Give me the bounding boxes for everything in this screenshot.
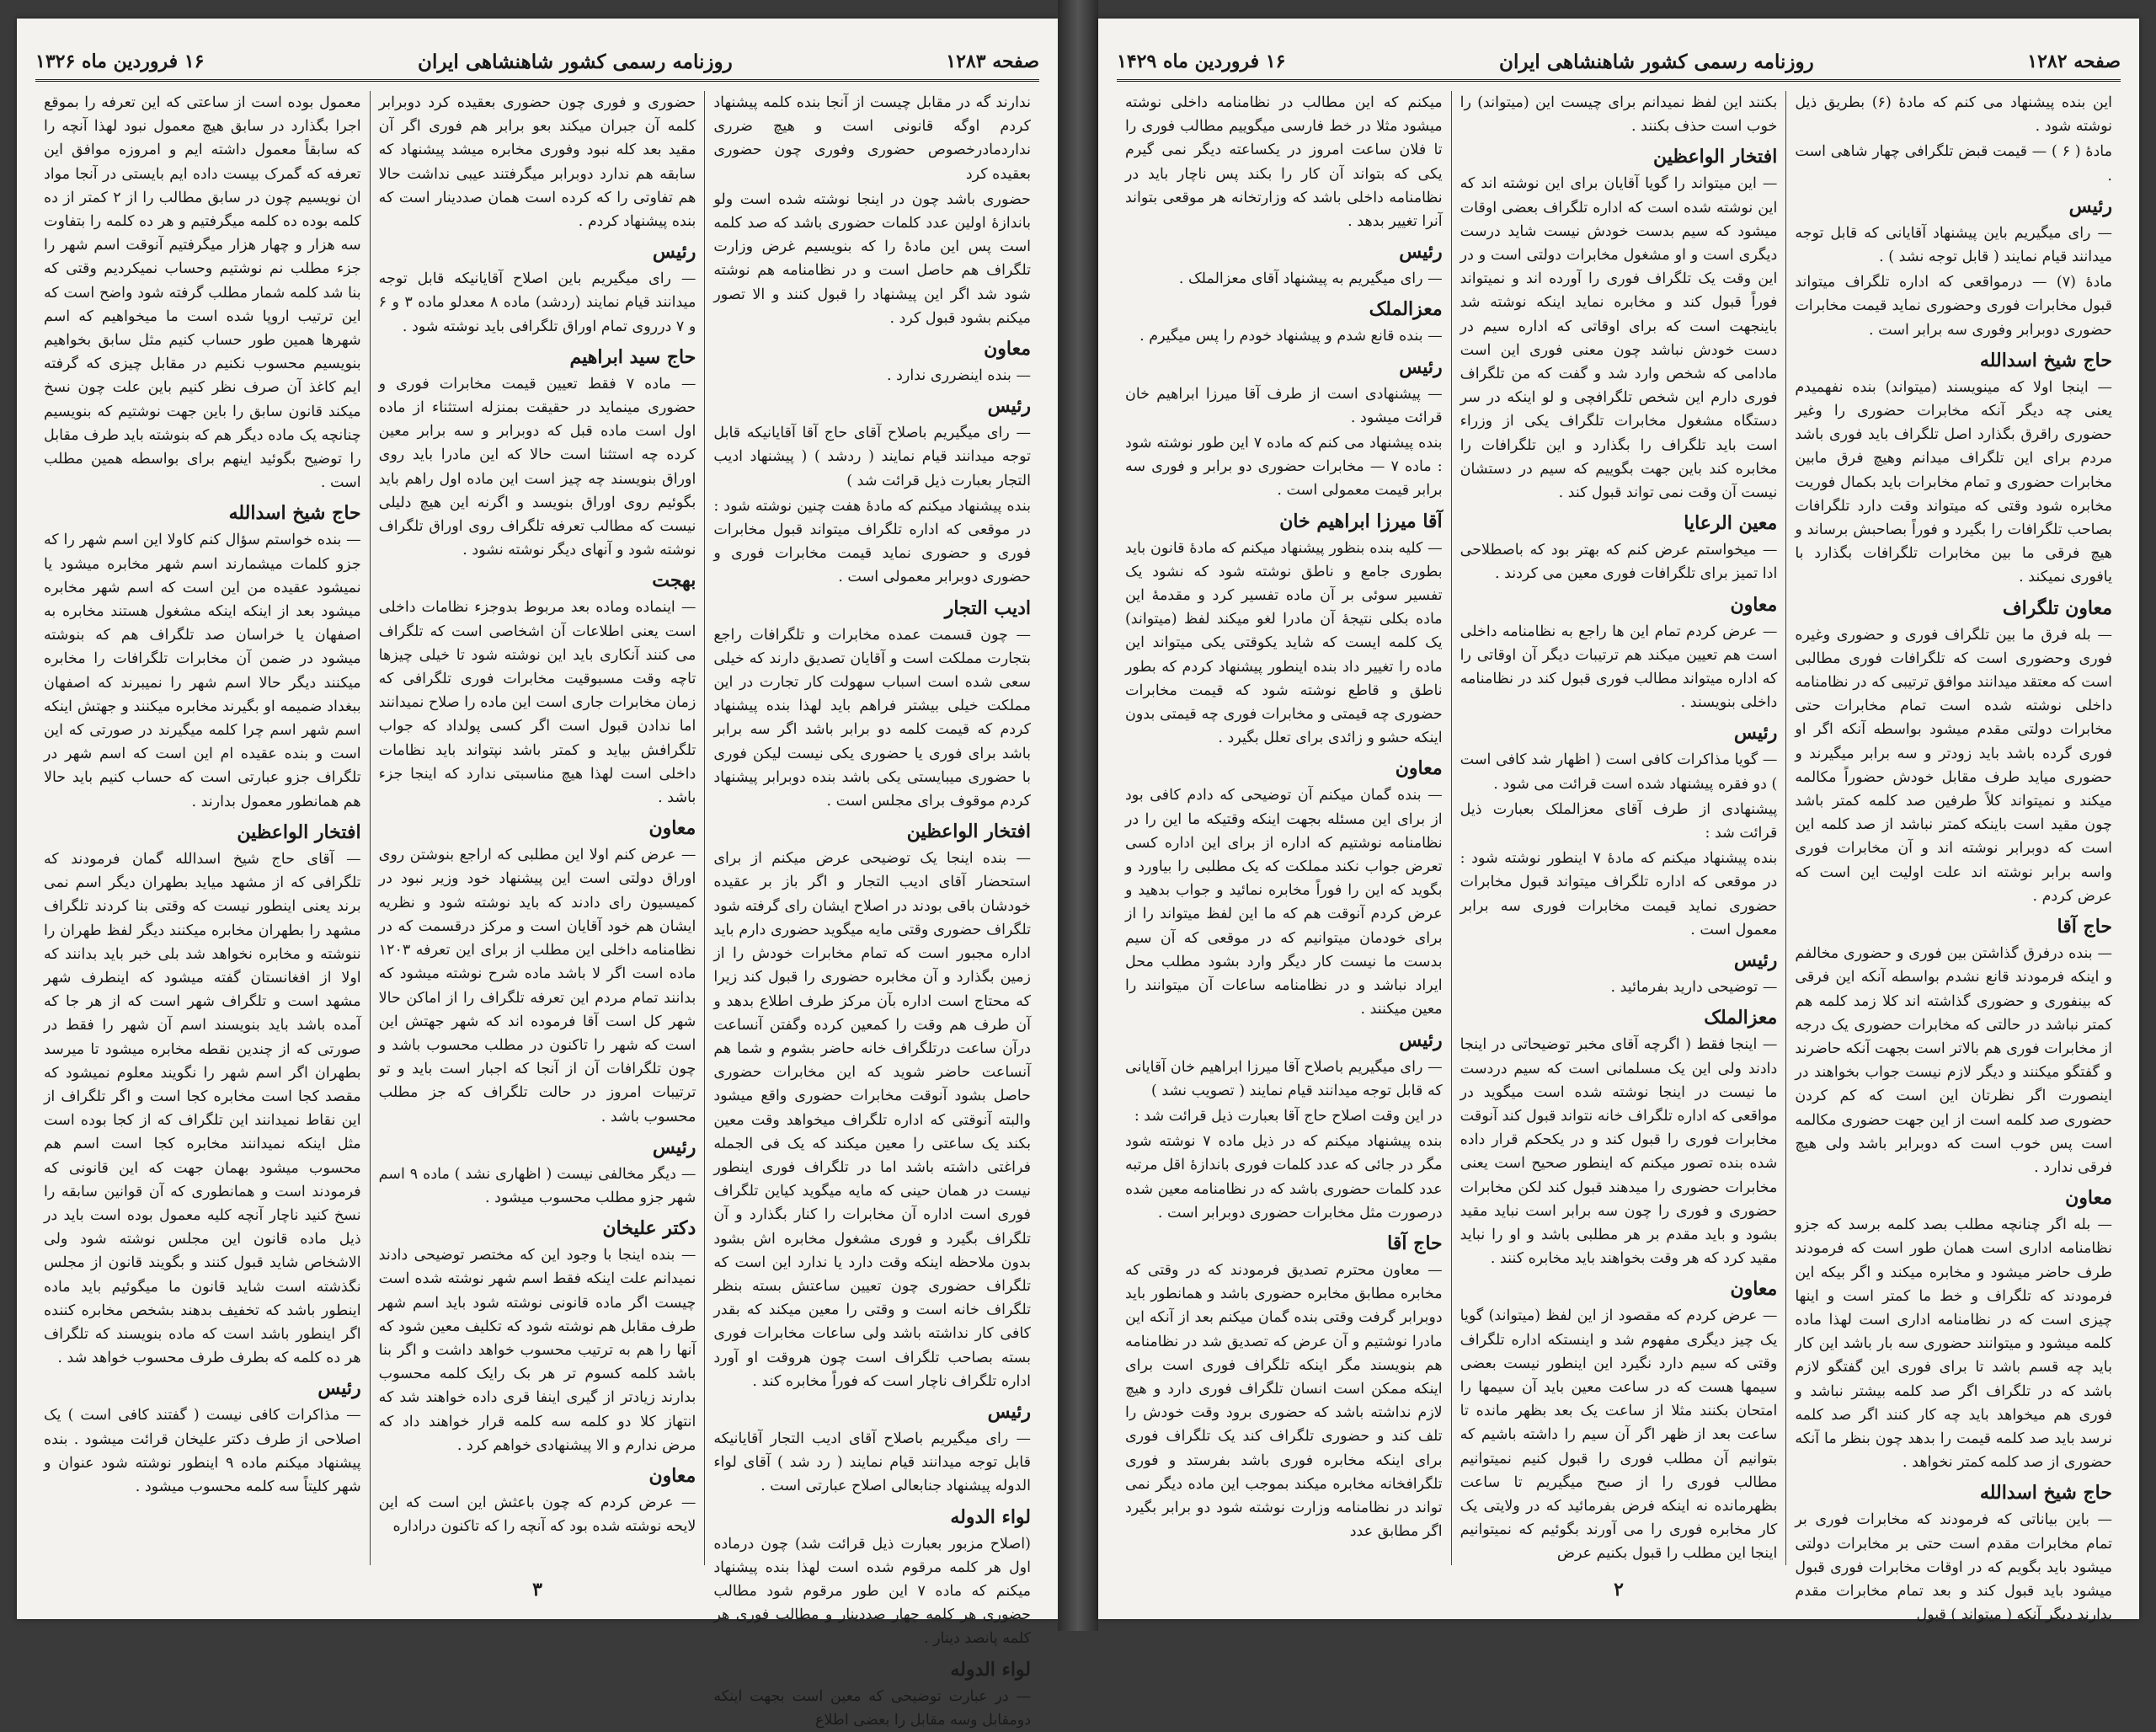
paragraph: — بنده اینضرری ندارد . [887, 367, 1031, 385]
speaker-name: حاج سید ابراهیم [569, 345, 696, 368]
speaker-name: رئیس [2068, 195, 2112, 217]
paragraph: — اینماده وماده بعد مربوط بدوجزء نظامات داخلی است یعنی اطلاعات آن اشخاصی است که تلگراف می کنند آنکاری باید این نوشته شود تا خیلی چیزها تاچه وقت مسبوقیت مخابرات فوری تلگرافی که زمان مخابرات جاری است این ماده را صلاح نمیدانند اما ندادن قبول است اگر کسی پولداد که جواب تلگرافش بیاید و کمتر باشد نپتواند باید نظامات داخلی است لهذا هیچ مناسبتی ندارد که اینجا جزء باشد . [378, 599, 696, 807]
text-column [704, 91, 1039, 1729]
right-masthead [1117, 44, 2121, 82]
paragraph: — رای میگیریم باین اصلاح آقایانیکه قابل توجه میدانند قیام نمایند (ردشد) ماده ۸ معدلو ماده ۳ و ۶ و ۷ درروی تمام اوراق تلگرافی باید نوشته شود . [378, 270, 696, 335]
speaker-name: آقا میرزا ابراهیم خان [1279, 510, 1443, 532]
speaker-name: رئیس [1399, 241, 1443, 264]
speaker-name: معاون [2065, 1187, 2112, 1210]
paragraph: — ماده ۷ فقط تعیین قیمت مخابرات فوری و حضوری مینماید در حقیقت بمنزله استثناء از ماده اول است ماده قبل که دوبرابر و سه برابر معین کرده چه استثنا است حالا که این مادرا باید روی اوراق بنویسند چه چیز است این ماده اول راهم باید بگوئیم روی اوراق بنویسد و اگرنه این هیچ دلیلی نیست که مطالب تعرفه تلگراف روی اوراق تلگراف نوشته شود و آنهای دیگر نوشته نشود . [378, 375, 696, 559]
paragraph: مادهٔ ( ۶ ) — قیمت قبض تلگرافی چهار شاهی است . [1795, 143, 2112, 184]
paragraph: — اینجا اولا که مینویسند (میتواند) بنده نفهمیدم یعنی چه دیگر آنکه مخابرات حضوری را وغیر حضوری راقرق بگذارد اصل تلگراف باید فوری باشد مردم برای این تلگراف میدانم وهیچ فرق مابین مخابرات حضوری و تمام مخابرات باید بکمال فوریت مخابره شود وقتی که میتواند وقت دارد تلگرافات بصاحب تلگرافات را بگیرد و فوراً بصاحبش برساند و هیچ فرقی ما بین مخابرات تلگرافات بگذارد با یافوری نمیکند . [1795, 378, 2112, 586]
speaker-name: افتخار الواعظین [906, 821, 1031, 843]
speaker-name: رئیس [652, 241, 696, 264]
speaker-name: رئیس [987, 395, 1031, 418]
paragraph: — آقای حاج شیخ اسدالله گمان فرمودند که تلگرافی که از مشهد میاید بطهران دیگر اسم نمی برند یعنی اینطور نیست که وقتی بنا کردند تلگراف مشهد را بطهران مخابره میکنند دیگر لفظ طهران را ننوشته و مخابره نخواهد شد بلی خبر باید بدانند که اولا از افغانستان گفته میشود که اینطرف شهر مشهد است و تلگراف شهر است که از هر جا که آمده باشد باید بنویسند اسم آن شهر را فقط در صورتی که از چندین نقطه مخابره میشود تا میرسد بطهران اگر اسم شهر را نگویند معلوم نمیشود که مقصد کجا است مخابره کجا است و اگر تلگراف از این نقاط نمیدانند این تلگراف که از کجا بوده است مثل اینکه نمیدانند مخابره کجا است اسم هم محسوب میشود بهمان جهت که این قانونی که فرمودند است و همانطوری که آن قوانین سابقه را نسخ کنید ناچار آنچه کلیه معمول بوده است باید در ذیل ماده قانون این مجلس نوشته شود ولی الاشخاص شاید قبول کنند و بگویند قانون از مجلس نگذشته است شاید قانون ما میگوئیم باید ماده اینطور باشد که تخفیف بدهند بشخص مخابره کننده اگر اینطور باشد است که ماده بنویسند که تلگراف هر ده کلمه که بطرف طرف محسوب خواهد شد . [43, 850, 361, 1367]
paragraph: — در عبارت توضیحی که معین است بجهت اینکه دومقابل وسه مقابل را بعضی اطلاع [713, 1687, 1031, 1729]
paragraph: — توضیحی دارید بفرمائید . [1610, 979, 1778, 997]
paragraph: بنده پیشنهاد میکنم که در ذیل ماده ۷ نوشته شود مگر در جائی که عدد کلمات فوری باندازهٔ اقل مرتبه عدد کلمات حضوری باشد که در نظامنامه معین شده درصورت مثل مخابرات حضوری دوبرابر است . [1124, 1133, 1443, 1221]
paragraph: میکنم که این مطالب در نظامنامه داخلی نوشته میشود مثلا در خط فارسی میگوییم مطالب فوری را تا فلان ساعت امروز در یکساعته دیگر نمی گیرم یکی که بتواند آن کار را بکند پس ناچار باید در نظامنامه داخلی باشد که وزارتخانه هر موقعی بتواند آنرا تغییر بدهد . [1124, 94, 1443, 231]
text-column [1785, 91, 2121, 1624]
text-column [1117, 91, 1451, 1565]
speaker-name: دکتر علیخان [602, 1217, 696, 1240]
left-page-number: ۳ [532, 1579, 542, 1601]
right-newspaper-title: روزنامه رسمی کشور شاهنشاهی ایران [1499, 50, 1814, 73]
paragraph: حضوری باشد چون در اینجا نوشته شده است ولو باندازهٔ اولین عدد کلمات حضوری باشد که صد کلمه است پس این مادهٔ را که بنویسیم غرض وزارت تلگراف هم حاصل است و در نظامنامه هم نوشته شود شد اگر این پیشنهاد را قبول کنند و الا تصور میکنم بشود قبول کرد . [713, 190, 1031, 327]
speaker-name: حاج شیخ اسدالله [1979, 1482, 2112, 1505]
right-page [1098, 19, 2139, 1624]
paragraph: — بنده قانع شدم و پیشنهاد خودم را پس میگیرم . [1139, 328, 1443, 345]
paragraph: — باین بیاناتی که فرمودند که مخابرات فوری بر تمام مخابرات مقدم است حتی بر مخابرات دولتی میشود باید بگویم که در اوقات مخابرات فوری قبول میشود باید قبول کند و بعد تمام مخابرات مقدم بدارند دیگر آنکه ( میتواند ) قبول [1795, 1511, 2112, 1624]
speaker-name: ادیب التجار [944, 596, 1031, 619]
paragraph: این بنده پیشنهاد می کنم که مادهٔ (۶) بطریق ذیل نوشته شود . [1795, 94, 2113, 136]
paragraph: — بله اگر چنانچه مطلب بصد کلمه برسد که جزو نظامنامه اداری است همان طور است که فرمودند طرف حاضر میشود و مخابره میکند و اگر بیکه این فرمودند که تلگراف و خط ما کمتر است و اینها چیزی است که در نظامنامه اداری است لهذا ماده کلمه میشود و میتوانند حضوری سه بار باشد این کار باید چه قسم باشد تا برای فوری این گفتگو لازم باشد که در تلگراف اگر صد کلمه بیشتر نباشد و فوری هم میخواهد باید چه کار کنند اگر صد کلمه نرسد باید صد کلمه قیمت را بدهد چون بنظر ما آنکه حضوری از صد کلمه کمتر نخواهد . [1795, 1216, 2112, 1472]
paragraph: — رای میگیریم باین پیشنهاد آقایانی که قابل توجه میدانند قیام نمایند ( قابل توجه نشد ) . [1795, 224, 2112, 266]
speaker-name: بهجت [652, 569, 696, 592]
paragraph: — بنده اینجا یک توضیحی عرض میکنم از برای استحضار آقای ادیب التجار و اگر باز بر عقیده خودشان باقی بودند در اصلاح ایشان رای گرفته شود تلگراف حضوری وقتی مایه میگوید حضوری دارم باید اداره مجبور است که تمام مخابرات خودش را از زمین بگذارد و آن مخابره حضوری را قبول کند زیرا که محتاج است اداره بآن مرکز طرف اطلاع بدهد و آن طرف هم وقت را کمعین کرده وگفتن آنساعت درآن ساعت درتلگراف خانه حاضر بشوم و شما هم آنساعت حاضر شوید که این مخابرات حضوری حاصل بشود آنوقت مخابرات حضوری واقع میشود والبته آنوقتی که اداره تلگراف میخواهد وقت معین بکند یک ساعتی را معین میکند که یک فی الجمله فراغتی داشته باشد اما در تلگراف فوری اینطور نیست در همان حینی که مایه میگوید کیاین تلگراف فوری است اداره آن مخابرات را کنار بگذارد و آن تلگراف بگیرد و فوری مشغول مخابره اش بشود بدون ملاحظه اینکه وقت دارد یا ندارد این است که تلگراف حضوری چون تعیین ساعتش بسته بنظر تلگراف خانه است و وقتی را معین میکند که بقدر کافی کار نداشته باشد ولی ساعات مخابرات فوری بسته بصاحب تلگراف است چون هروقت او آورد اداره تلگراف ناچار است که فوراً مخابره کند . [713, 850, 1031, 1390]
speaker-name: رئیس [1733, 722, 1778, 745]
paragraph: — میخواستم عرض کنم که بهتر بود که باصطلاحی ادا تمیز برای تلگرافات فوری معین می کردند . [1460, 542, 1778, 583]
speaker-name: افتخار الواعظین [1653, 146, 1778, 168]
paragraph: بکنند این لفظ نمیدانم برای چیست این (میتواند) را خوب است حذف بکنند . [1460, 94, 1778, 136]
paragraph: معمول بوده است از ساعتی که این تعرفه را بموقع اجرا بگذارد در سابق هیچ معمول نبود لهذا آنچه را که سابقاً معمول داشته ایم و امروزه موافق این تعرفه که گمرک بیست داده ایم بایستی در آنجا مواد ان نویسیم چون در سابق مطالب را از ۲ کمتر از ده کلمه بوده ده کلمه میگرفتیم و هر ده کلمه را بتفاوت سه هزار و چهار هزار میگرفتیم آنوقت اسم شهر را جزء مطلب نم نوشتیم وحساب نمیکردیم وقتی که بنا شد کلمه شمار مطلب گرفته شود واضح است که این ترتیب اروپا شده است ما میخواهیم که اسم شهرها همین طور حساب کنیم مثل سابق بخواهیم بنویسیم محسوب نکنیم در مقابل چیزی که گرفته ایم کاغذ آن صرف نظر کنیم باین علت چون نسخ میکند قانون سابق را باین جهت نوشتیم که بنویسیم چنانچه یک ماده دیگر هم که بنوشته باید طرف مقابل را توضیح بگوئید اینهم برای بواسطه همین مطلب است . [43, 94, 361, 492]
speaker-name: رئیس [1399, 355, 1443, 378]
speaker-name: حاج شیخ اسدالله [1979, 349, 2112, 372]
speaker-name: لواء الدوله [950, 1505, 1031, 1528]
text-column [370, 91, 705, 1565]
speaker-name: معاون [1395, 757, 1443, 780]
paragraph: — دیگر مخالفی نیست ( اظهاری نشد ) ماده ۹ اسم شهر جزو مطلب محسوب میشود . [378, 1165, 696, 1206]
paragraph: — رای میگیریم به پیشنهاد آقای معزالملک . [1178, 270, 1443, 288]
paragraph: — بنده اینجا با وجود این که مختصر توضیحی دادند نمیدانم علت اینکه فقط اسم شهر نوشته شده است چیست اگر ماده قانونی نوشته شود باید اسم شهر طرف مقابل هم نوشته شود که تکلیف معین شود که آنها را هم به ترتیب محسوب خواهد داشت و اگر بنا باشد کلمه کسوم تر هر بک رایک کلمه محسوب بدارند زیادتر از گیری اینفا قری داده خواهند شد که انتهاز کلا دو کلمه سه کلمه قرار خواهند داد که مرض ندارم و الا پیشنهادی خواهم کرد . [378, 1247, 696, 1454]
speaker-name: رئیس [318, 1377, 361, 1400]
speaker-name: حاج آقا [1387, 1232, 1443, 1254]
left-masthead [35, 44, 1039, 82]
paragraph: ندارند گه در مقابل چیست از آنجا بنده کلمه پیشنهاد کردم اوگه قانونی است و هیچ ضرری نداردمادرخصوص حضوری وفوری چون حضوری بعقیده کرد [713, 94, 1031, 183]
paragraph: — این میتواند را گویا آقایان برای این نوشته اند که این نوشته شده است که اداره تلگراف بعضی اوقات میشود که سیم بدست خودش نیست شاید درست دیگری است و او مشغول مخابرات دولتی است و در این وقت یک تلگراف فوری را آورده اند و نمیتواند فوراً قبول کند و مخابره نماید اینکه نوشته شد باینجهت است که برای اوقاتی که اداره سیم در دست خودش نباشد چون معنی فوری این است مادامی که شخص وارد شد و گفت که من تلگراف فوری دارم این شخص تلگرافچی و لو اینکه در سر دستگاه مشغول مخابرات تلگراف یکی از وزراء است باید تلگراف را بگذارد و این تلگرافات را مخابره کند باین جهت بگوییم که سیم در دستشان نیست آن وقت نمی تواند قبول کند . [1460, 175, 1778, 502]
right-page-label: صفحه ۱۲۸۲ [2027, 51, 2121, 72]
speaker-name: حاج آقا [2057, 916, 2112, 938]
paragraph: — معاون محترم تصدیق فرمودند که در وقتی که مخابره مطابق مخابره حضوری باشد و همانطور باید دوبرابر گرفت وقتی بنده گمان میکنم بعد از آنکه این مادرا نوشتیم و آن عرض که تصدیق شد در نظامنامه هم بنویسند مگر اینکه تلگراف فوری است برای اینکه ممکن است انسان تلگراف فوری دارد و هیچ لازم نداشته باشد که حضوری برود وقت خودش را تلف کند و حضوری تلگراف کند یک تلگراف فوری برای اینکه مخابره فوری باشد بفرستد و فوری تلگرافخانه مخابره میکند بموجب این ماده دیگر نمی تواند در نظامنامه وزارت نوشته شود دو برابر بگیرد اگر مطابق عدد [1124, 1261, 1443, 1541]
paragraph: — کلیه بنده بنظور پیشنهاد میکنم که مادهٔ قانون باید بطوری جامع و ناطق نوشته شود که نشود یک تفسیر سوئی بر آن ماده تفسیر کرد و مقدمهٔ این ماده بکلی نتیجهٔ آن مادرا لغو میکند لفظ (میتواند) یک کلمه ایست که شاید یکوقتی یکی میتواند این ماده را تغییر داد بنده اینطور پیشنهاد کردم که بطور ناطق و قاطع نوشته شود که قیمت مخابرات حضوری چه قیمتی و مخابرات فوری چه قیمتی بدون اینکه حشو و زائدی برای تعلل بگیرد . [1124, 539, 1443, 747]
paragraph: — پیشنهادی است از طرف آقا میرزا ابراهیم خان قرائت میشود . [1124, 385, 1443, 426]
paragraph: — عرض کنم اولا این مطلبی که اراجع بنوشتن روی اوراق دولتی است این پیشنهاد خود وزیر نبود در کمیسیون رای دادند که باید نوشته شود و نظریه ایشان هم خود آقایان است و مرکز درقسمت که در نظامنامه داخلی این مطلب از برای این تعرفه ۱۲۰۳ ماده است اگر لا باشد ماده شرح نوشته میشود که بدانند تمام مردم این تعرفه تلگراف را از اماکن حالا شهر کل است آقا فرموده اند که شهر جهتش این است که شهر را تاکنون در مطلب محسوب باشد و چون تلگرافات آن از آنجا که اجبار است باید و تو ترتیبات امروز در حالت تلگراف که جز مطلب محسوب باشد . [378, 847, 696, 1125]
left-newspaper-title: روزنامه رسمی کشور شاهنشاهی ایران [418, 50, 733, 73]
paragraph: (اصلاح مزبور بعبارت ذیل قرائت شد) چون درماده اول هر کلمه مرقوم شده است لهذا بنده پیشنهاد میکنم که ماده ۷ این طور مرقوم شود مطالب حضوری هر کلمه چهار صددینار و مطالب فوری هر کلمه پانصد دینار . [713, 1535, 1031, 1648]
right-columns [1117, 91, 2121, 1624]
paragraph: — بنده گمان میکنم آن توضیحی که دادم کافی بود از برای این مسئله بجهت اینکه وقتیکه ما این را در نظامنامه نوشتیم که اداره از برای این اداره کسی تعرض جواب نکند مملکت که یک مطلبی را بیاورد و بگوید که این را فوراً مخابره نمائید و جواب بدهید و عرض کردم آنوقت هم که ما این لفظ میتواند را از برای خودمان میتوانیم که در موقعی که آن سیم بدست ما نیست کار دیگر وارد بشود مطلب محل ایراد نباشد و در نظامنامه ساعات آن میتوانند را معین میکنند . [1124, 787, 1443, 1018]
speaker-name: رئیس [1399, 1029, 1443, 1051]
paragraph: بنده پیشنهاد می کنم که ماده ۷ این طور نوشته شود : ماده ۷ — مخابرات حضوری دو برابر و فوری سه برابر قیمت معمولی است . [1124, 435, 1443, 500]
paragraph: — رای میگیریم باصلاح آقای ادیب التجار آقایانیکه قابل توجه میدانند قیام نمایند ( رد شد ) آقای لواء الدوله پیشنهاد جنابعالی اصلاح عبارتی است . [713, 1430, 1031, 1495]
speaker-name: معاون [984, 338, 1031, 361]
speaker-name: رئیس [1733, 949, 1778, 972]
paragraph: — مذاکرات کافی نیست ( گفتند کافی است ) یک اصلاحی از طرف دکتر علیخان قرائت میشود . بنده پیشنهاد میکنم ماده ۹ اینطور نوشته شود عنوان و شهر کلیتاً سه کلمه محسوب میشود . [43, 1407, 361, 1495]
speaker-name: افتخار الواعظین [237, 821, 361, 843]
text-column [1451, 91, 1786, 1565]
speaker-name: حاج شیخ اسدالله [228, 502, 361, 525]
paragraph: — رای میگیریم باصلاح آقای حاج آقا آقایانیکه قابل توجه میدانند قیام نمایند ( ردشد ) ( پیشنهاد ادیب التجار بعبارت ذیل قرائت شد ) [713, 425, 1031, 489]
left-date: ۱۶ فروردین ماه ۱۳۲۶ [35, 51, 205, 72]
paragraph: — رای میگیریم باصلاح آقا میرزا ابراهیم خان آقایانی که قابل توجه میدانند قیام نمایند ( تصویب نشد ) [1124, 1058, 1443, 1099]
paragraph: — بنده خواستم سؤال کنم کاولا این اسم شهر را که جزو کلمات میشمارند اسم شهر مخابره میشود یا نمیشود عقیده من این است که اسم شهر مخابره میشود بعد از اینکه اینکه مشغول هستند مخابره به اصفهان یا خراسان صد تلگراف هم که بنوشته میشود در ضمن آن مخابرات تلگرافات را مخابره میکنند دیگر حالا اسم شهر را نمیبرند که اصفهان ببغداد ضمیمه او بگیرند مخابره میکنند و جهتش اینکه اسم شهر اسم چرا کلمه میگیرند در صورتی که این است و بنده عقیده ام این است که اسم شهر در تلگراف جزو عبارتی است که حساب کنیم باید حالا هم همانطور معمول بدارند . [43, 532, 361, 810]
speaker-name: رئیس [987, 1400, 1031, 1423]
paragraph: — بنده درفرق گذاشتن بین فوری و حضوری مخالفم و اینکه فرمودند قانع نشدم بواسطه آنکه این فرقی که بینفوری و حضوری گذاشته اند کلا زمد کلمه هم کمتر نباشد در حالتی که مخابرات حضوری یک درجه از مخابرات فوری هم بالاتر است بجهت آنکه حاضرند و گفتگو میکنند و دیگر لازم نیست جواب بخواهند در اینصورت اگر نظرتان این است که کم کردن حضوری صد کلمه است از این جهت حضوری مکالمه است پس خوب است که دوبرابر باشد ولی هیچ فرقی ندارد . [1795, 945, 2112, 1176]
left-page-label: صفحه ۱۲۸۳ [946, 51, 1039, 72]
speaker-name: معین الرعایا [1684, 512, 1778, 535]
speaker-name: رئیس [652, 1136, 696, 1158]
paragraph: — عرض کردم تمام این ها راجع به نظامنامه داخلی است هم تعیین میکند هم ترتیبات دیگر آن اوقاتی را که اداره میتواند مطالب فوری قبول کند در نظامنامه داخلی بنویسند . [1460, 623, 1778, 712]
paragraph: مادهٔ (۷) — درمواقعی که اداره تلگراف میتواند قبول مخابرات فوری وحضوری نماید قیمت مخابرات حضوری دوبرابر وفوری سه برابر است . [1795, 274, 2112, 339]
speaker-name: معزالملک [1704, 1007, 1778, 1029]
paragraph: — عرض کردم که چون باعثش این است که این لایحه نوشته شده بود که آنچه را که تاکنون دراداره [378, 1494, 696, 1536]
paragraph: — عرض کردم که مقصود از این لفظ (میتواند) گویا یک چیز دیگری مفهوم شد و اینستکه اداره تلگراف وقتی که سیم دارد نگیرد این اینطور نیست بعضی سیمها هست که در ساعت معین باید آن سیمها را امتحان بکنند مثلا از ساعت یک بعد بظهر مانده تا ساعت بعد از ظهر اگر آن سیم را داشته باشیم که بتوانیم آن مطلب فوری را قبول کنیم نمیتوانیم مطالب فوری را از صبح میگیریم تا ساعت بظهرمانده نه اینکه فرض بفرمائید که در ولایتی یک کار مخابره فوری را می آورند بگوئیم که نمیتوانیم اینجا این مطلب را قبول بکنیم عرض [1460, 1307, 1778, 1563]
speaker-name: معاون تلگراف [2002, 596, 2112, 619]
paragraph: حضوری و فوری چون حضوری بعقیده کرد دوبرابر کلمه آن جبران میکند بعو برابر هم فوری اگر آن مقید بعد کله نبود وفوری مخابره میشد پیشنهاد که سابقه هم ندارد دوبرابر میگرفتند عیبی نداشت حالا هم تفاوتی را که کرده است همان صددینار است که بنده پیشنهاد کردم . [378, 94, 696, 231]
paragraph: — گویا مذاکرات کافی است ( اظهار شد کافی است ) دو فقره پیشنهاد شده است قرائت می شود . [1460, 751, 1778, 793]
text-column [35, 91, 370, 1565]
speaker-name: معاون [648, 1464, 696, 1487]
paragraph: — چون قسمت عمده مخابرات و تلگرافات راجع بتجارت مملکت است و آقایان تصدیق دارند که خیلی سعی شده است اسباب سهولت کار تجارت در این مملکت خیلی بیشتر فراهم باید لهذا بنده پیشنهاد کردم که قیمت کلمه دو برابر باشد اگر سه برابر باشد برای فوری یا حضوری یکی نیست لیکن فوری با حضوری میبایستی یکی باشد بنده دوبرابر پیشنهاد کردم موقوف برای مجلس است . [713, 626, 1031, 810]
speaker-name: معزالملک [1369, 298, 1443, 321]
paragraph: در این وقت اصلاح حاج آقا بعبارت ذیل قرائت شد : [1134, 1107, 1443, 1125]
paragraph: بنده پیشنهاد میکنم که مادهٔ ۷ اینطور نوشته شود : در موقعی که اداره تلگراف میتواند قبول مخابرات حضوری نماید قیمت مخابرات فوری سه برابر معمول است . [1460, 850, 1778, 938]
book-gutter [1058, 0, 1098, 1631]
right-date: ۱۶ فروردین ماه ۱۴۲۹ [1117, 51, 1286, 72]
left-page [17, 19, 1058, 1729]
paragraph: بنده پیشنهاد میکنم که مادهٔ هفت چنین نوشته شود : در موقعی که اداره تلگراف میتواند قبول مخابرات فوری و حضوری نماید قیمت مخابرات فوری و حضوری دوبرابر معمولی است . [713, 497, 1031, 586]
speaker-name: معاون [1730, 593, 1778, 616]
paragraph: پیشنهادی از طرف آقای معزالملک بعبارت ذیل قرائت شد : [1460, 800, 1778, 842]
left-columns [35, 91, 1039, 1729]
speaker-name: لواء الدوله [950, 1658, 1031, 1681]
speaker-name: معاون [648, 817, 696, 840]
speaker-name: معاون [1730, 1278, 1778, 1301]
paragraph: — اینجا فقط ( اگرچه آقای مخبر توضیحاتی در اینجا دادند ولی این یک مسلمانی است که سیم دردست ما نیست در اینجا نوشته شده است میگوید در مواقعی که اداره تلگراف خانه نتواند قبول کند آنوقت مخابرات فوری را قبول کند و در یکحکم قرار داده شده بنده تصور میکنم که اینطور صحیح است یعنی مخابرات حضوری را میدهند قبول کند لکن مخابرات حضوری و فوری را چون سه برابر است نباید مقید بشود و باید مقدم بر هر مطلبی باشد و او را نباید مقید کرد که هر وقت بخواهند باید مخابره کنند . [1460, 1036, 1778, 1268]
right-page-number: ۲ [1614, 1579, 1624, 1601]
paragraph: — بله فرق ما بین تلگراف فوری و حضوری وغیره فوری وحضوری است که تلگرافات فوری مطالبی است که معتقد میدانند موافق ترتیبی که در نظامنامه داخلی نوشته شده است تمام مخابرات حتی مخابرات دولتی مقدم میشود بواسطه آنکه اگر او فوری گرده باشد باید زودتر و سه برابر میگیرند و حضوری میاید طرف مقابل خودش حضوراً مکالمه میکند و نمیتواند کلاً طرفین صد کلمه کمتر باشد چون مقید است باینکه کمتر نباشد از صد کلمه این است که دوبرابر نوشته اند و آن مخابرات فوری واسه برابر نوشته اند علت اولیت این است که عرض کردم . [1795, 626, 2112, 905]
